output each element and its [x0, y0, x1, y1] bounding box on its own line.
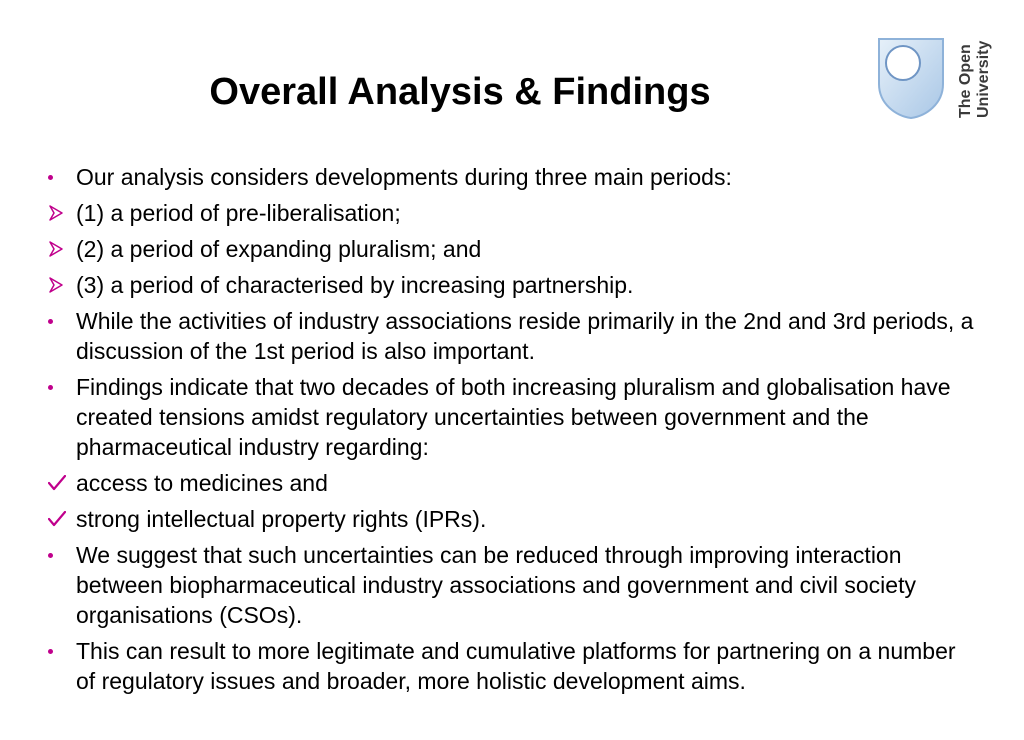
- bullet-text: Findings indicate that two decades of both increasing pluralism and globalisation have created tensions amidst regulatory uncertainties between government and the pharmaceutical industry regarding:: [76, 374, 951, 460]
- bullet-item: [48, 198, 978, 228]
- bullet-dot-icon: [48, 162, 70, 192]
- bullet-item: [48, 270, 978, 300]
- bullet-text: strong intellectual property rights (IPRs).: [76, 506, 487, 532]
- bullet-text: (1) a period of pre-liberalisation;: [76, 200, 401, 226]
- logo-line-1: The Open: [957, 44, 974, 118]
- arrow-bullet-icon: [48, 198, 70, 228]
- bullet-item: [48, 162, 978, 192]
- bullet-item: [48, 636, 978, 696]
- bullet-item: [48, 306, 978, 366]
- bullet-item: [48, 234, 978, 264]
- bullet-text: (2) a period of expanding pluralism; and: [76, 236, 482, 262]
- shield-logo-icon: [876, 36, 946, 120]
- bullet-text: (3) a period of characterised by increasing partnership.: [76, 272, 634, 298]
- bullet-text: access to medicines and: [76, 470, 328, 496]
- arrow-bullet-icon: [48, 270, 70, 300]
- logo-line-2: University: [975, 40, 992, 118]
- bullet-dot-icon: [48, 540, 70, 570]
- open-university-logo: [876, 36, 1000, 122]
- bullet-text: This can result to more legitimate and cumulative platforms for partnering on a number of regulatory issues and broader, more holistic development aims.: [76, 638, 956, 694]
- bullet-dot-icon: [48, 636, 70, 666]
- bullet-text: We suggest that such uncertainties can be reduced through improving interaction between biopharmaceutical industry associations and government and civil society organisations (CSOs).: [76, 542, 916, 628]
- bullet-text: Our analysis considers developments during three main periods:: [76, 164, 732, 190]
- bullet-item: [48, 540, 978, 630]
- bullet-dot-icon: [48, 372, 70, 402]
- slide-title: Overall Analysis & Findings: [209, 71, 711, 113]
- bullet-item: [48, 372, 978, 462]
- bullet-dot-icon: [48, 306, 70, 336]
- checkmark-bullet-icon: [48, 468, 70, 498]
- bullet-item: [48, 504, 978, 534]
- logo-wordmark: [950, 36, 1000, 122]
- arrow-bullet-icon: [48, 234, 70, 264]
- bullet-item: [48, 468, 978, 498]
- bullet-list: [48, 162, 978, 702]
- checkmark-bullet-icon: [48, 504, 70, 534]
- bullet-text: While the activities of industry associations reside primarily in the 2nd and 3rd periods, a discussion of the 1st period is also important.: [76, 308, 974, 364]
